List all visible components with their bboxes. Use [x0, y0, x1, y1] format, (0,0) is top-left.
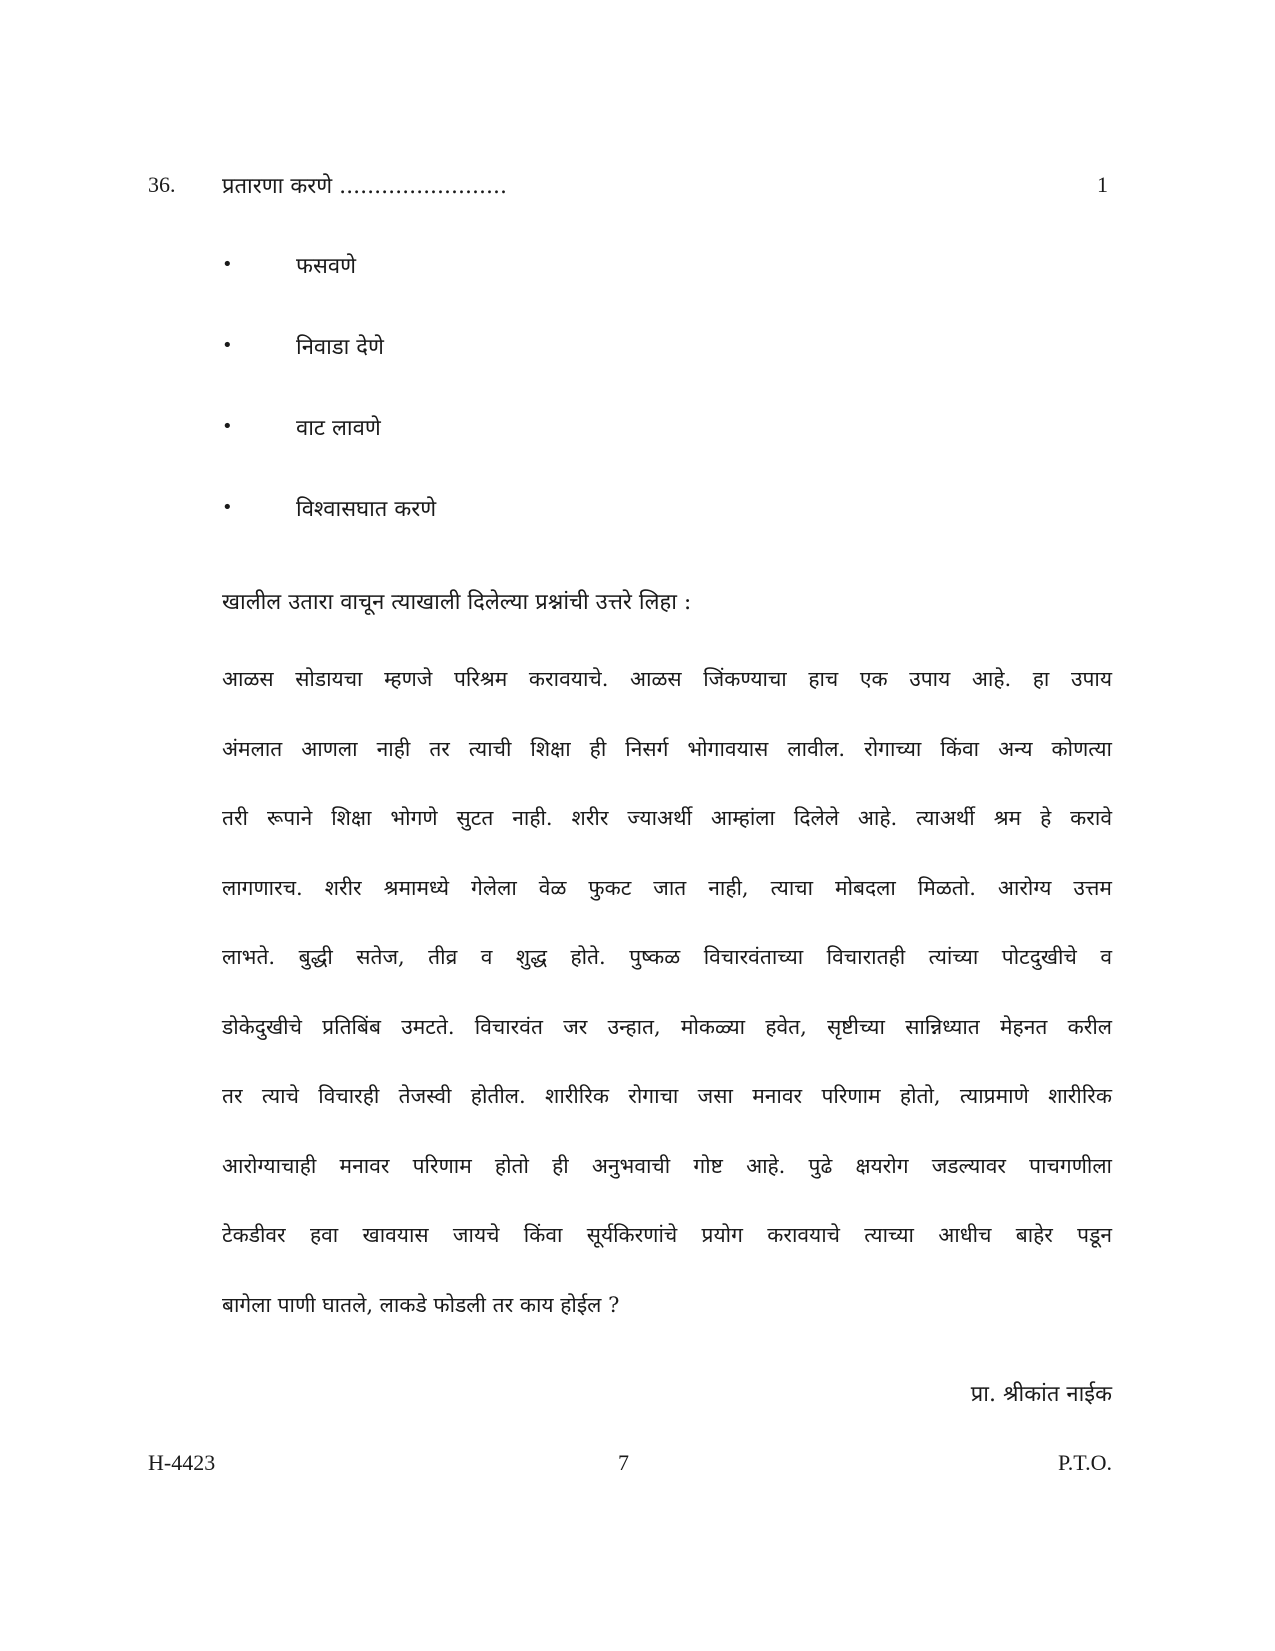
- option-item: [222, 331, 436, 412]
- option-list: [222, 250, 436, 574]
- question-text: प्रतारणा करणे ........................: [222, 174, 507, 199]
- passage-instruction: खालील उतारा वाचून त्याखाली दिलेल्या प्रश्नांची उत्तरे लिहा :: [222, 590, 692, 615]
- question-marks: 1: [1097, 172, 1108, 197]
- passage-line: तर त्याचे विचारही तेजस्वी होतील. शारीरिक रोगाचा जसा मनावर परिणाम होतो, त्याप्रमाणे शारीरिक: [222, 1084, 1112, 1108]
- passage-line: लाभते. बुद्धी सतेज, तीव्र व शुद्ध होते. पुष्कळ विचारवंताच्या विचारातही त्यांच्या पोटदुखीचे व: [222, 945, 1112, 969]
- bullet-icon: •: [222, 254, 233, 275]
- option-item: [222, 412, 436, 493]
- option-label: निवाडा देणे: [296, 335, 384, 360]
- option-item: [222, 493, 436, 574]
- bullet-icon: •: [222, 335, 233, 356]
- passage-line: तरी रूपाने शिक्षा भोगणे सुटत नाही. शरीर ज्याअर्थी आम्हांला दिलेले आहे. त्याअर्थी श्रम हे करावे: [222, 806, 1112, 830]
- passage-line: आरोग्याचाही मनावर परिणाम होतो ही अनुभवाची गोष्ट आहे. पुढे क्षयरोग जडल्यावर पाचगणीला: [222, 1153, 1112, 1178]
- passage-author: प्रा. श्रीकांत नाईक: [970, 1382, 1112, 1407]
- bullet-icon: •: [222, 497, 233, 518]
- paper-code: H-4423: [148, 1450, 216, 1475]
- passage: [222, 665, 1112, 1360]
- passage-line: आळस सोडायचा म्हणजे परिश्रम करावयाचे. आळस जिंकण्याचा हाच एक उपाय आहे. हा उपाय: [222, 667, 1112, 691]
- passage-line: लागणारच. शरीर श्रमामध्ये गेलेला वेळ फुकट जात नाही, त्याचा मोबदला मिळतो. आरोग्य उत्तम: [222, 875, 1112, 900]
- passage-line: डोकेदुखीचे प्रतिबिंब उमटते. विचारवंत जर उन्हात, मोकळ्या हवेत, सृष्टीच्या सान्निध्यात मेहनत करील: [222, 1014, 1112, 1039]
- bullet-icon: •: [222, 416, 233, 437]
- option-label: फसवणे: [296, 254, 356, 279]
- option-label: विश्वासघात करणे: [296, 497, 437, 522]
- passage-line: टेकडीवर हवा खावयास जायचे किंवा सूर्यकिरणांचे प्रयोग करावयाचे त्याच्या आधीच बाहेर पडून: [222, 1223, 1112, 1247]
- passage-line: बागेला पाणी घातले, लाकडे फोडली तर काय होईल ?: [222, 1292, 620, 1317]
- option-item: [222, 250, 436, 331]
- question-number: 36.: [148, 172, 176, 197]
- passage-line: अंमलात आणला नाही तर त्याची शिक्षा ही निसर्ग भोगावयास लावील. रोगाच्या किंवा अन्य कोणत्या: [222, 736, 1112, 761]
- please-turn-over: P.T.O.: [1058, 1450, 1112, 1475]
- page-number: 7: [618, 1450, 629, 1475]
- option-label: वाट लावणे: [296, 416, 381, 441]
